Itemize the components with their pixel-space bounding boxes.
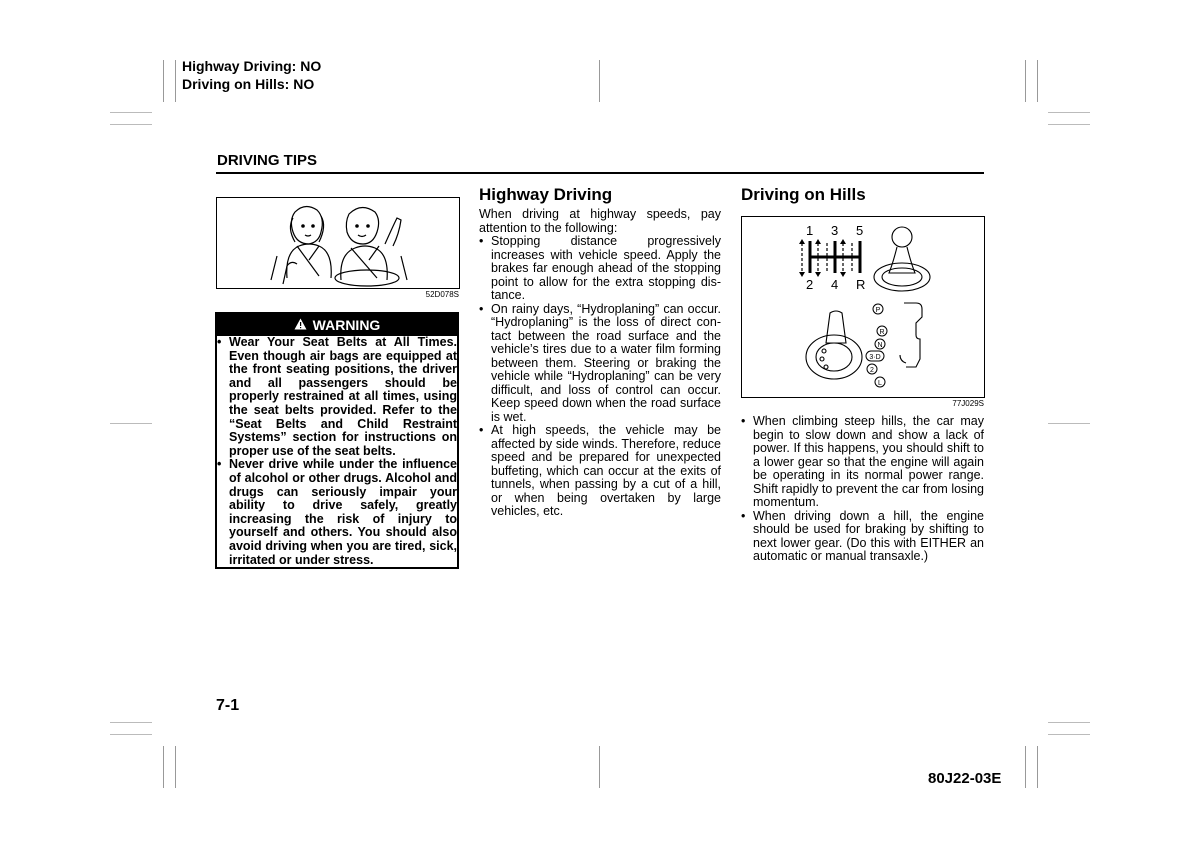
crop-mark xyxy=(1048,722,1090,723)
warning-triangle-icon xyxy=(294,315,307,337)
section-title: DRIVING TIPS xyxy=(217,152,318,169)
gear-label: 2 xyxy=(870,367,874,374)
highway-driving-section xyxy=(479,185,721,519)
seatbelt-figure xyxy=(216,197,460,289)
gear-label: 5 xyxy=(856,223,864,238)
seatbelt-people-icon xyxy=(217,198,459,288)
crop-mark xyxy=(163,746,164,788)
gear-label: 3 xyxy=(831,223,839,238)
crop-mark xyxy=(1048,112,1090,113)
gear-label: P xyxy=(875,307,881,314)
crop-mark xyxy=(163,60,164,102)
crop-mark xyxy=(1048,423,1090,424)
crop-mark xyxy=(599,60,600,102)
crop-mark xyxy=(110,423,152,424)
meta-hills: Driving on Hills: NO xyxy=(182,76,315,92)
page-number: 7-1 xyxy=(216,697,240,714)
gear-label: 4 xyxy=(831,277,839,292)
crop-mark xyxy=(110,734,152,735)
warning-list xyxy=(217,336,457,567)
list-item: • On rainy days, “Hydroplaning” can occur. “Hydroplaning” is the loss of direct contact between the road surface and the vehicle’s tires due to a water film forming between them. Steering or braking the vehicle while “Hydroplaning” can be very difficult, and loss of control can occur. Keep speed down when the road surface is wet. xyxy=(479,303,721,425)
crop-mark xyxy=(1048,124,1090,125)
driving-on-hills-section xyxy=(741,185,984,205)
gear-label: 2 xyxy=(806,277,814,292)
crop-mark xyxy=(110,112,152,113)
crop-mark xyxy=(110,124,152,125)
highway-intro: When driving at highway speeds, pay attention to the following: xyxy=(479,207,721,235)
figure-caption: 52D078S xyxy=(425,290,459,299)
page-meta xyxy=(182,57,321,93)
hills-list xyxy=(741,415,984,564)
warning-title: WARNING xyxy=(312,317,381,333)
gear-label: L xyxy=(878,380,882,387)
crop-mark xyxy=(110,722,152,723)
hills-list-container xyxy=(741,415,984,564)
crop-mark xyxy=(1025,746,1026,788)
gear-label: R xyxy=(879,329,885,336)
crop-mark xyxy=(175,746,176,788)
gear-label: 1 xyxy=(806,223,814,238)
gear-label: R xyxy=(856,277,866,292)
gear-label: N xyxy=(877,342,883,349)
list-item: • Never drive while under the influence of alcohol or other drugs. Alcohol and drugs can seriously impair your ability to drive safely, greatly increasing the risk of injury to yourself and others. You should also avoid driving when you are tired, sick, irritated or under stress. xyxy=(217,458,457,567)
document-code: 80J22-03E xyxy=(928,770,1002,787)
list-item: • When climbing steep hills, the car may begin to slow down and show a lack of power. If this happens, you should shift to a lower gear so that the engine will again be operating in its normal power range. Shift rapidly to prevent the car from losing momentum. xyxy=(741,415,984,510)
list-item: • At high speeds, the vehicle may be affected by side winds. Therefore, reduce speed and be prepared for unexpected buffeting, which can occur at the exits of tunnels, when passing by a cut of a hill, or when being overtaken by large vehicles, etc. xyxy=(479,424,721,519)
figure-caption: 77J029S xyxy=(952,399,984,408)
crop-mark xyxy=(1037,60,1038,102)
gear-shift-figure xyxy=(741,216,985,398)
crop-mark xyxy=(599,746,600,788)
list-item: • When driving down a hill, the engine should be used for braking by shifting to next lower gear. (Do this with EITHER an automatic or manual transaxle.) xyxy=(741,510,984,564)
highway-list xyxy=(479,235,721,519)
driving-on-hills-heading: Driving on Hills xyxy=(741,185,866,204)
gear-label: 3·D xyxy=(869,354,881,361)
list-item: • Stopping distance progressively increases with vehicle speed. Apply the brakes far enough ahead of the stopping point to allow for the extra stopping distance. xyxy=(479,235,721,303)
meta-highway: Highway Driving: NO xyxy=(182,58,322,74)
crop-mark xyxy=(1048,734,1090,735)
highway-driving-heading: Highway Driving xyxy=(479,185,613,204)
warning-box xyxy=(215,312,459,569)
section-rule xyxy=(216,172,984,174)
gear-shift-pattern-icon xyxy=(742,217,984,397)
crop-mark xyxy=(1037,746,1038,788)
crop-mark xyxy=(1025,60,1026,102)
crop-mark xyxy=(175,60,176,102)
warning-header xyxy=(217,314,457,336)
list-item: • Wear Your Seat Belts at All Times. Even though air bags are equipped at the front seating positions, the driver and all passengers should be properly restrained at all times, using the seat belts provided. Refer to the “Seat Belts and Child Restraint Systems” section for instructions on proper use of the seat belts. xyxy=(217,336,457,458)
